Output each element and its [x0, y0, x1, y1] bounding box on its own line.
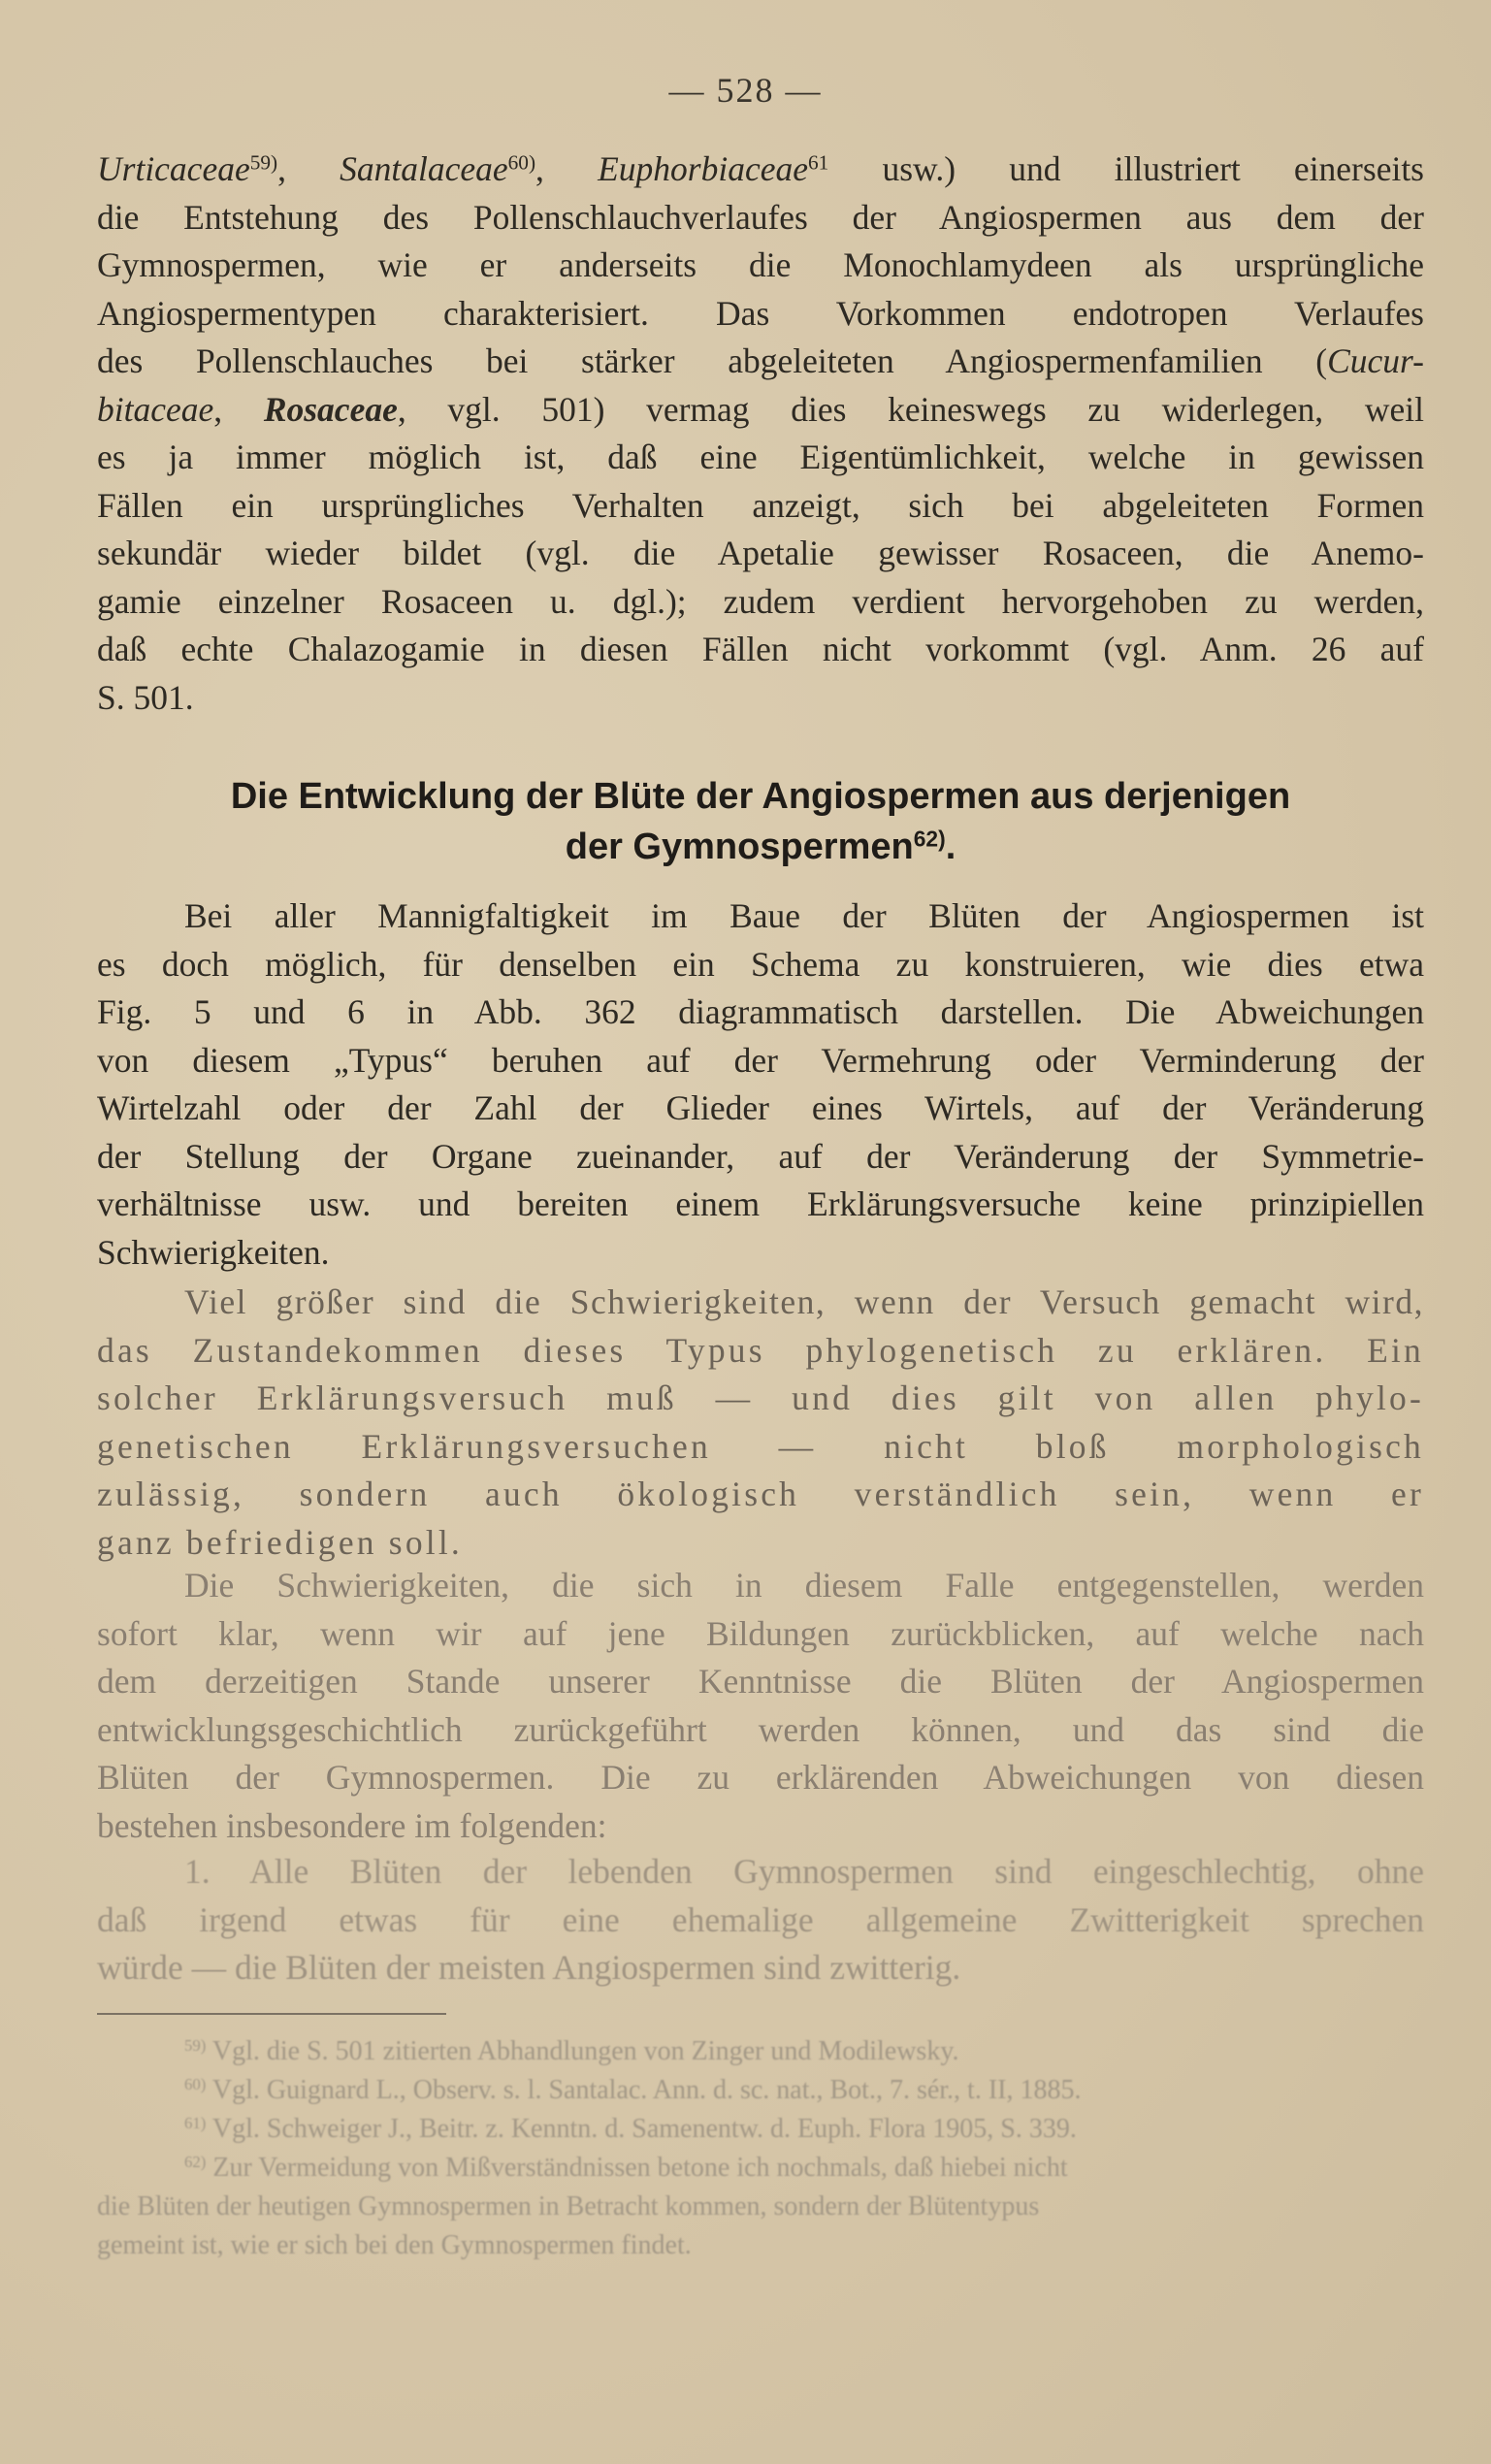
- text-line: Wirtelzahl oder der Zahl der Glieder eines Wirtels, auf der Veränderung: [97, 1088, 1424, 1127]
- text-line: Schwierigkeiten.: [97, 1232, 330, 1272]
- text-line: ganz befriedigen soll.: [97, 1522, 463, 1562]
- text-line: Fällen ein ursprüngliches Verhalten anzeigt, sich bei abgeleiteten Formen: [97, 485, 1424, 525]
- text-line: sekundär wieder bildet (vgl. die Apetalie gewisser Rosaceen, die Anemo-: [97, 534, 1424, 572]
- paragraph-3: [97, 1279, 1424, 1567]
- text-line: Die Schwierigkeiten, die sich in diesem Falle entgegenstellen, werden: [184, 1566, 1424, 1605]
- text-line: dem derzeitigen Stande unserer Kenntnisse die Blüten der Angiospermen: [97, 1662, 1424, 1701]
- text-line: verhältnisse usw. und bereiten einem Erklärungsversuche keine prinzipiellen: [97, 1184, 1424, 1223]
- text-line: entwicklungsgeschichtlich zurückgeführt werden können, und das sind die: [97, 1709, 1424, 1749]
- text-line: es ja immer möglich ist, daß eine Eigentümlichkeit, welche in gewissen: [97, 438, 1424, 476]
- footnote-continuation: gemeint ist, wie er sich bei den Gymnospermen findet.: [97, 2230, 692, 2260]
- text-line: bestehen insbesondere im folgenden:: [97, 1805, 607, 1845]
- text-line: Gymnospermen, wie er anderseits die Monochlamydeen als ursprüngliche: [97, 245, 1424, 284]
- paragraph-1: [97, 146, 1424, 722]
- text-line: sofort klar, wenn wir auf jene Bildungen zurückblicken, auf welche nach: [97, 1613, 1424, 1653]
- footnote-continuation: die Blüten der heutigen Gymnospermen in Betracht kommen, sondern der Blütentypus: [97, 2191, 1040, 2221]
- text-line: die Entstehung des Pollenschlauchverlaufes der Angiospermen aus dem der: [97, 197, 1424, 237]
- section-heading: [97, 771, 1424, 872]
- page-number: — 528 —: [668, 71, 823, 110]
- text-line: Blüten der Gymnospermen. Die zu erklärenden Abweichungen von diesen: [97, 1758, 1424, 1797]
- paragraph-5: [97, 1848, 1424, 1993]
- text-line: Bei aller Mannigfaltigkeit im Baue der Blüten der Angiospermen ist: [184, 896, 1424, 935]
- text-line: würde — die Blüten der meisten Angiospermen sind zwitterig.: [97, 1948, 961, 1987]
- footnotes: [97, 2032, 1424, 2265]
- paragraph-4: [97, 1562, 1424, 1850]
- text-line: der Stellung der Organe zueinander, auf der Veränderung der Symmetrie-: [97, 1136, 1424, 1176]
- text-line: 1. Alle Blüten der lebenden Gymnospermen sind eingeschlechtig, ohne: [184, 1852, 1424, 1891]
- text-line: S. 501.: [97, 677, 194, 717]
- text-line: Urticaceae$^{59)}$, Santalaceae$^{60)}$, Euphorbiaceae$^{61}$ usw.) und illustriert einerseits: [97, 149, 1424, 188]
- heading-line: Die Entwicklung der Blüte der Angiospermen aus derjenigen: [230, 776, 1291, 817]
- text-line: bitaceae, Rosaceae, vgl. 501) vermag dies keineswegs zu widerlegen, weil: [97, 389, 1424, 429]
- footnote: $^{61)}$ Vgl. Schweiger J., Beitr. z. Kenntn. d. Samenentw. d. Euph. Flora 1905, S. 339.: [184, 2113, 1077, 2144]
- text-line: es doch möglich, für denselben ein Schema zu konstruieren, wie dies etwa: [97, 944, 1424, 984]
- text-line: gamie einzelner Rosaceen u. dgl.); zudem verdient hervorgehoben zu werden,: [97, 581, 1424, 621]
- heading-line: der Gymnospermen$^{62)}$.: [565, 826, 956, 867]
- text-line: daß echte Chalazogamie in diesen Fällen nicht vorkommt (vgl. Anm. 26 auf: [97, 630, 1424, 668]
- text-line: das Zustandekommen dieses Typus phylogenetisch zu erklären. Ein: [97, 1330, 1424, 1370]
- text-line: daß irgend etwas für eine ehemalige allgemeine Zwitterigkeit sprechen: [97, 1899, 1424, 1939]
- text-line: genetischen Erklärungsversuchen — nicht bloß morphologisch: [97, 1426, 1424, 1466]
- text-line: Fig. 5 und 6 in Abb. 362 diagrammatisch darstellen. Die Abweichungen: [97, 992, 1424, 1031]
- text-line: solcher Erklärungsversuch muß — und dies gilt von allen phylo-: [97, 1378, 1424, 1417]
- text-line: von diesem „Typus“ beruhen auf der Vermehrung oder Verminderung der: [97, 1040, 1424, 1080]
- text-line: des Pollenschlauches bei stärker abgeleiteten Angiospermenfamilien (Cucur-: [97, 341, 1424, 380]
- footnote: $^{59)}$ Vgl. die S. 501 zitierten Abhandlungen von Zinger und Modilewsky.: [184, 2035, 959, 2066]
- footnote: $^{62)}$ Zur Vermeidung von Mißverständnissen betone ich nochmals, daß hiebei nicht: [184, 2152, 1068, 2183]
- text-line: Viel größer sind die Schwierigkeiten, wenn der Versuch gemacht wird,: [184, 1282, 1424, 1321]
- footnote: $^{60)}$ Vgl. Guignard L., Observ. s. l. Santalac. Ann. d. sc. nat., Bot., 7. sér., t. II, 1885.: [184, 2074, 1082, 2105]
- text-line: Angiospermentypen charakterisiert. Das Vorkommen endotropen Verlaufes: [97, 293, 1424, 333]
- footnote-divider: [97, 2013, 446, 2015]
- paragraph-2: [97, 892, 1424, 1277]
- text-line: zulässig, sondern auch ökologisch verständlich sein, wenn er: [97, 1475, 1424, 1513]
